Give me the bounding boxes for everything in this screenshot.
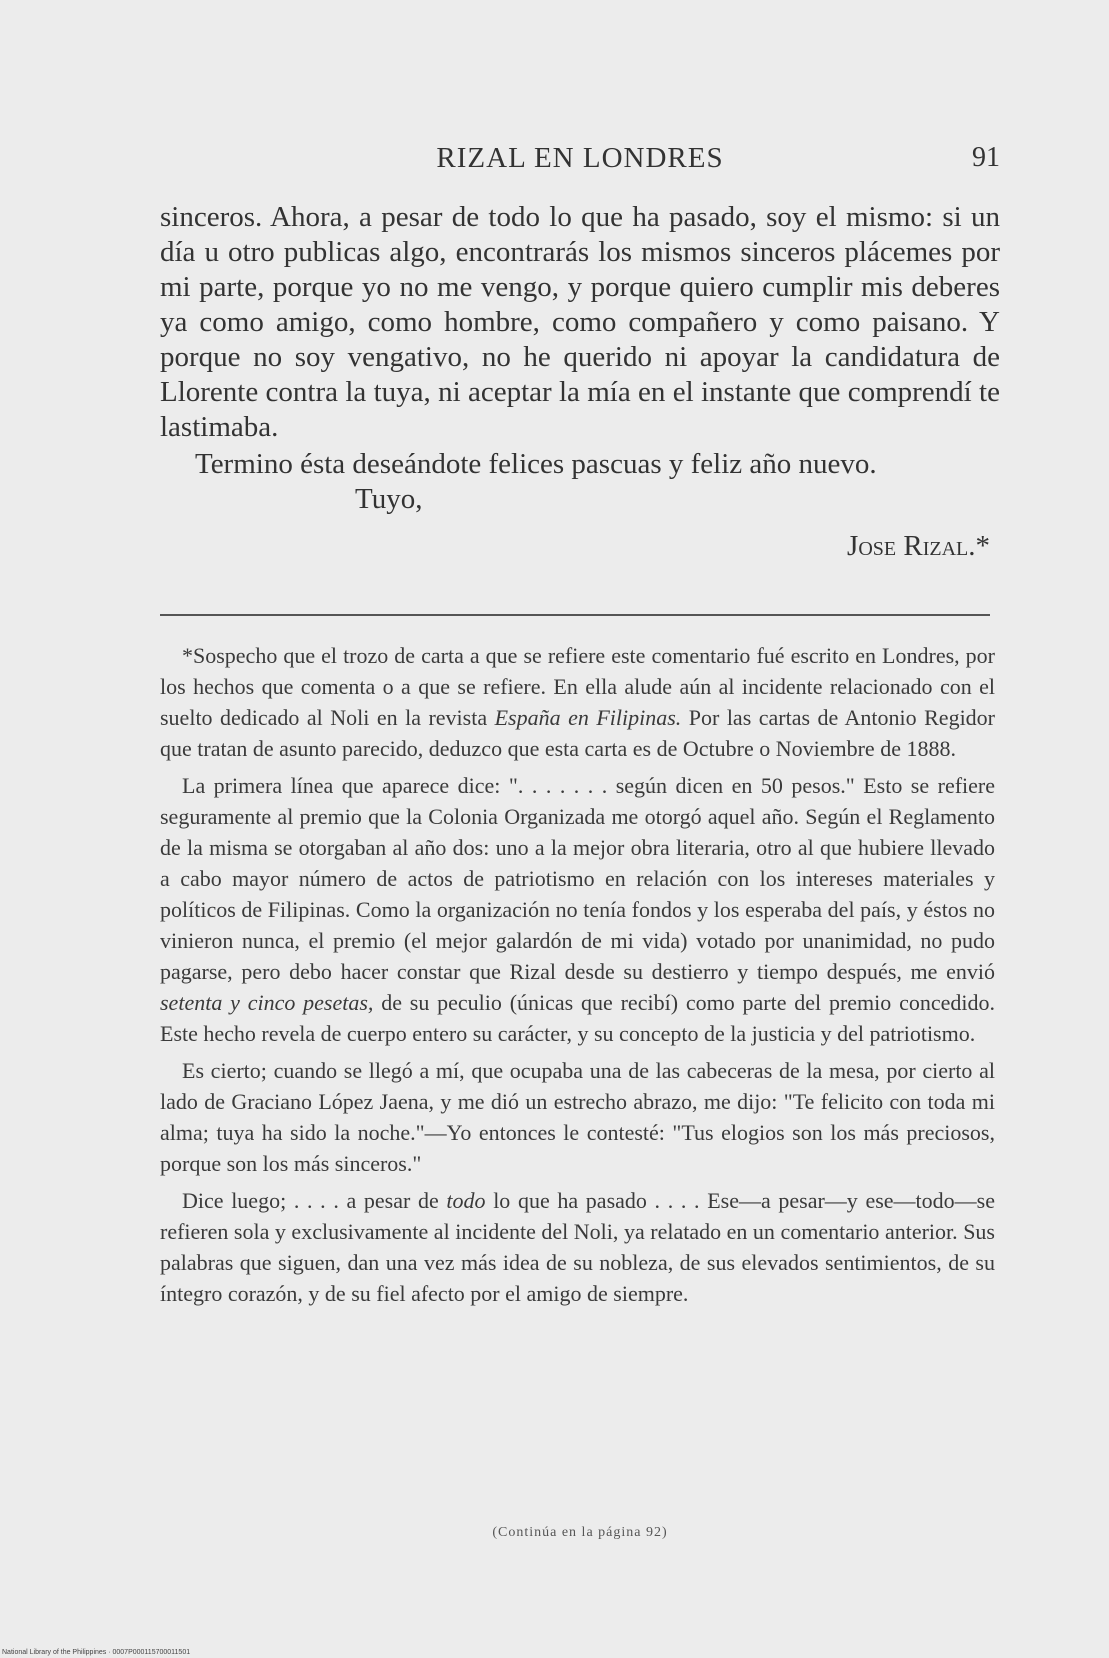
footnote-2-end: de su peculio (únicas que recibí) como parte del premio concedido. Este hecho revela de cuerpo entero su carácter, y su concepto de la justicia y del patriotismo. [160,990,995,1046]
footnote-2-emphasis: setenta y cinco pesetas, [160,990,374,1015]
footnote-1-title: España en Filipinas. [494,705,682,730]
footnote-1 [160,640,995,764]
footnote-1-text: *Sospecho que el trozo de carta a que se refiere este comentario fué escrito en Londres, por los hechos que comenta o a que se refiere. En ella alude aún al incidente relacionado con el suelto dedicado al Noli en la revista [160,643,995,730]
footnote-2 [160,770,995,1049]
letter-signoff: Tuyo, [355,483,423,515]
footnote-4 [160,1185,995,1309]
page-number: 91 [972,142,1000,173]
library-stamp: National Library of the Philippines · 0007P000115700011501 [2,1649,191,1656]
footnote-divider [160,614,990,616]
footnote-3: Es cierto; cuando se llegó a mí, que ocupaba una de las cabeceras de la mesa, por cierto al lado de Graciano López Jaena, y me dió un estrecho abrazo, me dijo: "Te felicito con toda mi alma; tuya ha sido la noche."—Yo entonces le contesté: "Tus elogios son los más preciosos, porque son los más sinceros." [160,1058,995,1176]
continuation-note: (Continúa en la página 92) [492,1525,668,1540]
letter-signature: Jose Rizal.* [847,530,990,562]
letter-paragraph: sinceros. Ahora, a pesar de todo lo que ha pasado, soy el mismo: si un día u otro publicas algo, encontrarás los mismos sinceros plácemes por mi parte, porque yo no me vengo, y porque quiero cumplir mis deberes ya como amigo, como hombre, como compañero y como paisano. Y porque no soy vengativo, no he querido ni apoyar la candidatura de Llorente contra la tuya, ni aceptar la mía en el instante que comprendí te lastimaba. [160,201,1000,443]
letter-body [160,200,1000,564]
page-header [160,142,1000,182]
footnote-4-text: Dice luego; . . . . a pesar de [182,1188,447,1213]
letter-closing: Termino ésta deseándote felices pascuas y feliz año nuevo. [195,448,877,480]
footnote-2-text: La primera línea que aparece dice: ". . . . . . . según dicen en 50 pesos." Esto se refiere seguramente al premio que la Colonia Organizada me otorgó aquel año. Según el Reglamento de la misma se otorgaban al año dos: uno a la mejor obra literaria, otro al que hubiere llevado a cabo mayor número de actos de patriotismo en relación con los intereses materiales y políticos de Filipinas. Como la organización no tenía fondos y los esperaba del país, y éstos no vinieron nunca, el premio (el mejor galardón de mi vida) votado por unanimidad, no pudo pagarse, pero debo hacer constar que Rizal desde su destierro y tiempo después, me envió [160,773,995,984]
footnote-4-end: lo que ha pasado . . . . Ese—a pesar—y ese—todo—se refieren sola y exclusivamente al incidente del Noli, ya relatado en un comentario anterior. Sus palabras que siguen, dan una vez más idea de su nobleza, de sus elevados sentimientos, de su íntegro corazón, y de su fiel afecto por el amigo de siempre. [160,1188,995,1306]
footnotes [160,640,995,1315]
footnote-4-emphasis: todo [446,1188,486,1213]
running-head: RIZAL EN LONDRES [436,142,724,174]
footnote-1-end: Por las cartas de Antonio Regidor que tratan de asunto parecido, deduzco que esta carta es de Octubre o Noviembre de 1888. [160,705,996,761]
